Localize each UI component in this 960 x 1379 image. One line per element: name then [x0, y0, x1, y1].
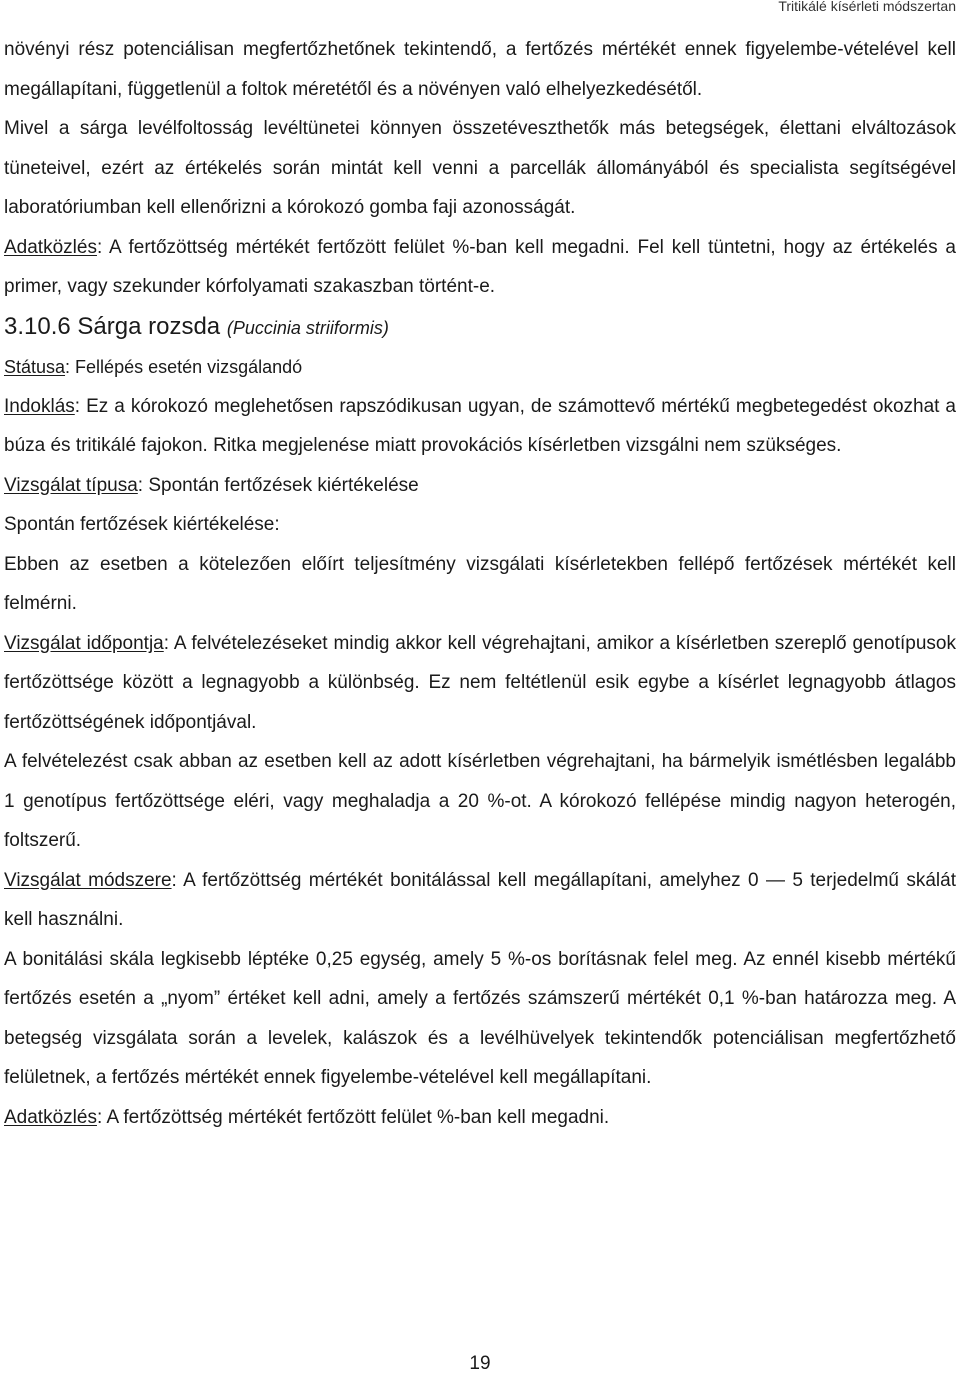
spontan-paragraph: Ebben az esetben a kötelezően előírt teljesítmény vizsgálati kísérletekben fellépő fertőzések mértékét kell felmérni.: [4, 553, 956, 614]
page-body: [4, 30, 956, 1137]
section-latin-name: (Puccinia striiformis): [226, 317, 389, 338]
method-paragraph: [4, 861, 956, 940]
section-number: 3.10.6: [4, 312, 71, 340]
page-number: 19: [469, 1353, 491, 1374]
reason-paragraph: [4, 387, 956, 466]
data-paragraph: [4, 1098, 956, 1138]
section-title: Sárga rozsda: [77, 312, 221, 340]
method-label: Vizsgálat módszere: [4, 869, 172, 891]
status-label: Státusa: [4, 356, 66, 377]
reason-label: Indoklás: [4, 395, 75, 417]
paragraph-continued: növényi rész potenciálisan megfertőzhetőnek tekintendő, a fertőzés mértékét ennek figyelembe-vételével kell megállapítani, függetlenül a foltok méretétől és a növényen való elhelyezkedésétől.: [4, 39, 956, 100]
paragraph-data-reporting: [4, 228, 956, 307]
time-text: : A felvételezéseket mindig akkor kell végrehajtani, amikor a kísérletben szereplő genotípusok fertőzöttsége között a legnagyobb a különbség. Ez nem feltétlenül esik egybe a kísérlet legnagyobb átlagos fertőzöttségének időpontjával.: [4, 632, 957, 733]
paragraph-yellow-leaf-spot: Mivel a sárga levélfoltosság levéltünetei könnyen összetéveszthetők más betegségek, élettani elváltozások tüneteivel, ezért az értékelés során mintát kell venni a parcellák állományából és specialista segítségével laboratóriumban kell ellenőrizni a kórokozó gomba faji azonosságát.: [4, 118, 956, 218]
data-reporting-text: : A fertőzöttség mértékét fertőzött felület %-ban kell megadni. Fel kell tüntetni, hogy az értékelés a primer, vagy szekunder kórfolyamati szakaszban történt-e.: [4, 236, 956, 297]
method-text: : A fertőzöttség mértékét bonitálással kell megállapítani, amelyhez 0 — 5 terjedelmű skálát kell használni.: [4, 869, 956, 930]
time-paragraph-2: A felvételezést csak abban az esetben kell az adott kísérletben végrehajtani, ha bármelyik ismétlésben legalább 1 genotípus fertőzöttsége eléri, vagy meghaladja a 20 %-ot. A kórokozó fellépése mindig nagyon heterogén, foltszerű.: [4, 751, 956, 851]
running-title: Tritikálé kísérleti módszertan: [778, 0, 956, 14]
time-label: Vizsgálat időpontja: [4, 632, 164, 654]
section-heading: [4, 307, 956, 348]
spontan-heading: Spontán fertőzések kiértékelése:: [4, 514, 280, 535]
status-line: [4, 348, 956, 387]
reason-text: : Ez a kórokozó meglehetősen rapszódikusan ugyan, de számottevő mértékű megbetegedést okozhat a búza és tritikálé fajokon. Ritka megjelenése miatt provokációs kísérletben vizsgálni nem szükséges.: [4, 395, 956, 456]
data-reporting-label: Adatközlés: [4, 236, 97, 258]
data-label: Adatközlés: [4, 1106, 97, 1128]
type-text: : Spontán fertőzések kiértékelése: [137, 474, 419, 496]
data-text: : A fertőzöttség mértékét fertőzött felület %-ban kell megadni.: [96, 1106, 610, 1128]
status-text: : Fellépés esetén vizsgálandó: [65, 356, 303, 377]
method-paragraph-2: A bonitálási skála legkisebb léptéke 0,25 egység, amely 5 %-os borításnak felel meg. Az ennél kisebb mértékű fertőzés esetén a „nyom” értéket kell adni, amely a fertőzés számszerű mértékét 0,1 %-ban határozza meg. A betegség vizsgálata során a levelek, kalászok és a levélhüvelyek tekintendők potenciálisan megfertőzhető felületnek, a fertőzés mértékét ennek figyelembe-vételével kell megállapítani.: [4, 948, 956, 1088]
type-label: Vizsgálat típusa: [4, 474, 138, 496]
type-line: [4, 466, 956, 506]
time-paragraph: [4, 624, 956, 743]
